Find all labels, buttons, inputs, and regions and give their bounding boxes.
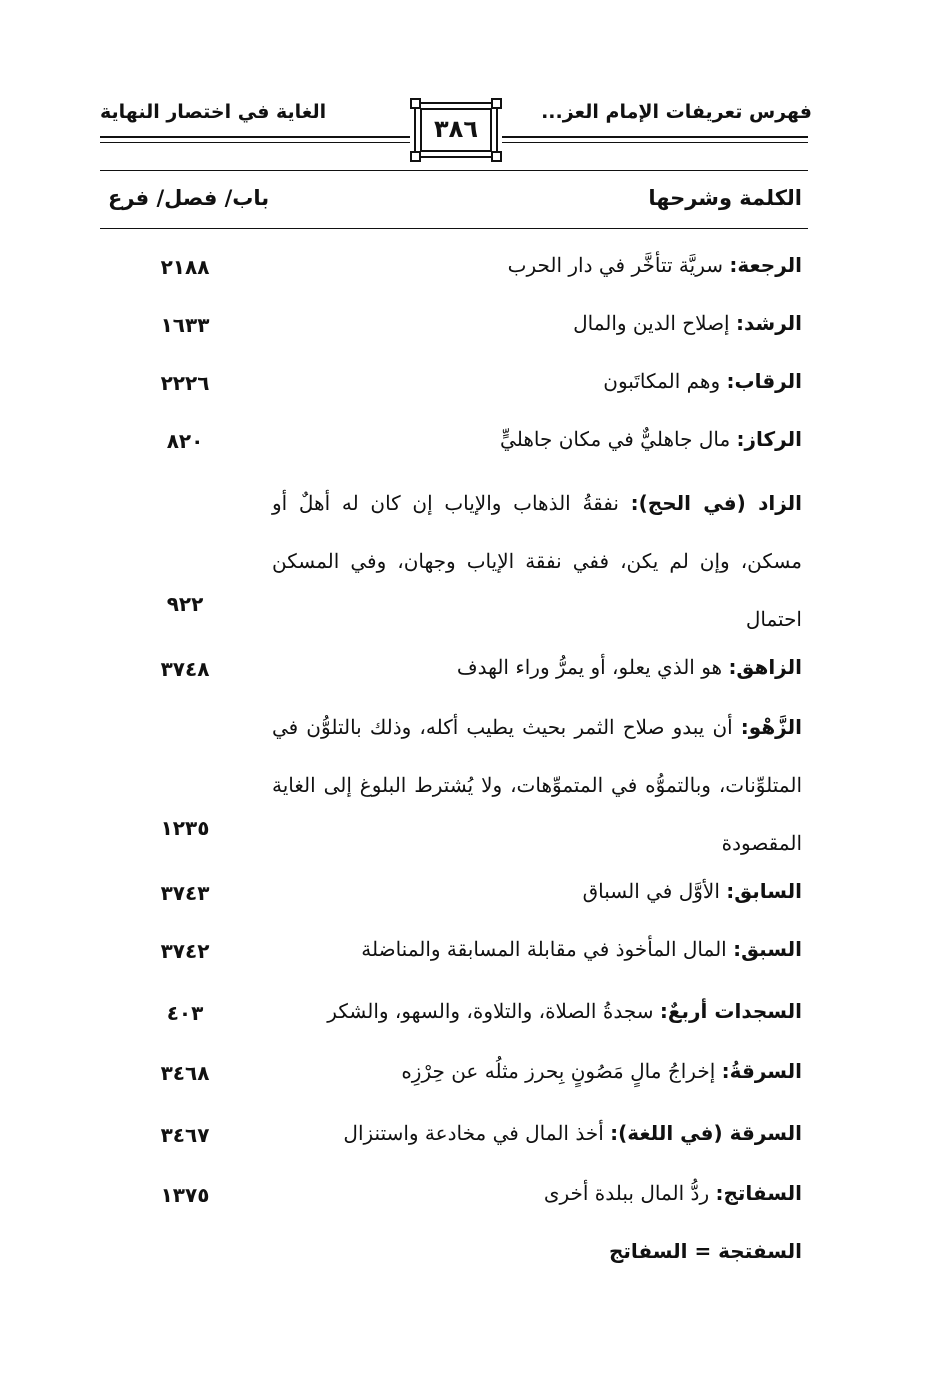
entry-reference: ٨٢٠ [166, 429, 204, 453]
entry-term: الزَّهْو: [740, 715, 802, 739]
entry-reference: ١٦٣٣ [160, 313, 210, 337]
entry-reference: ٤٠٣ [166, 1001, 204, 1025]
entry-definition: هو الذي يعلو، أو يمرُّ وراء الهدف [456, 655, 729, 679]
entry-term: السرقة (في اللغة): [610, 1121, 802, 1145]
entry-term: السفتجة = السفاتج [608, 1239, 802, 1263]
entry-term: الرقاب: [726, 369, 802, 393]
entry-definition: إخراجُ مالٍ مَصُونٍ بِحرز مثلُه عن حِرْزِه [401, 1059, 722, 1083]
entry-definition: إصلاح الدين والمال [573, 311, 736, 335]
entry-definition: سجدةُ الصلاة، والتلاوة، والسهو، والشكر [327, 999, 660, 1023]
page-number: ٣٨٦ [434, 115, 478, 143]
running-header-book-title: الغاية في اختصار النهاية [100, 101, 327, 123]
entry-term: السرقةُ: [721, 1059, 802, 1083]
entry-reference: ٣٤٦٨ [160, 1061, 210, 1085]
entry-reference: ٣٤٦٧ [160, 1123, 210, 1147]
entry-reference: ٣٧٤٢ [160, 939, 210, 963]
page-number-frame [410, 98, 502, 162]
table-head-bottom-rule [100, 228, 808, 229]
entry-definition: وهم المكاتَبون [603, 369, 727, 393]
entry-term: السبق: [733, 937, 802, 961]
column-header-word: الكلمة وشرحها [648, 186, 802, 210]
entry-definition: سريَّة تتأخَّر في دار الحرب [507, 253, 730, 277]
entry-term: السابق: [726, 879, 802, 903]
entry-definition: أن يبدو صلاح الثمر بحيث يطيب أكله، وذلك بالتلوُّن في المتلوِّنات، وبالتموُّه في المتموِّهات، ولا يُشترط البلوغ إلى الغاية المقصودة [272, 715, 802, 855]
entry-definition: ردُّ المال ببلدة أخرى [543, 1181, 716, 1205]
table-head-top-rule [100, 170, 808, 171]
entry-reference: ١٢٣٥ [160, 816, 210, 840]
entry-term: الزاد (في الحج): [630, 491, 803, 515]
entry-reference: ١٣٧٥ [160, 1183, 210, 1207]
entry-definition: نفقةُ الذهاب والإياب إن كان له أهلٌ أو مسكن، وإن لم يكن، ففي نفقة الإياب وجهان، وفي المسكن احتمال [272, 491, 802, 631]
entry-term: السجدات أربعٌ: [659, 999, 802, 1023]
entry-term: الرشد: [735, 311, 802, 335]
column-header-reference: باب/ فصل/ فرع [108, 186, 270, 210]
entry-term: الرجعة: [729, 253, 802, 277]
entry-reference: ٩٢٢ [166, 592, 204, 616]
entry-term: الركاز: [736, 427, 802, 451]
entry-term: السفاتج: [715, 1181, 802, 1205]
entry-reference: ٢٢٢٦ [160, 371, 210, 395]
entry-reference: ٢١٨٨ [160, 255, 210, 279]
entry-reference: ٣٧٤٣ [160, 881, 210, 905]
entry-definition: الأوَّل في السباق [582, 879, 727, 903]
entry-definition: أخذ المال في مخادعة واستنزال [343, 1121, 611, 1145]
entry-definition: مال جاهليٌّ في مكان جاهليٍّ [500, 427, 737, 451]
entry-term: الزاهق: [728, 655, 802, 679]
entry-definition: المال المأخوذ في مقابلة المسابقة والمناضلة [361, 937, 734, 961]
entry-reference: ٣٧٤٨ [160, 657, 210, 681]
running-header-section-title: فهرس تعريفات الإمام العز... [541, 101, 812, 123]
